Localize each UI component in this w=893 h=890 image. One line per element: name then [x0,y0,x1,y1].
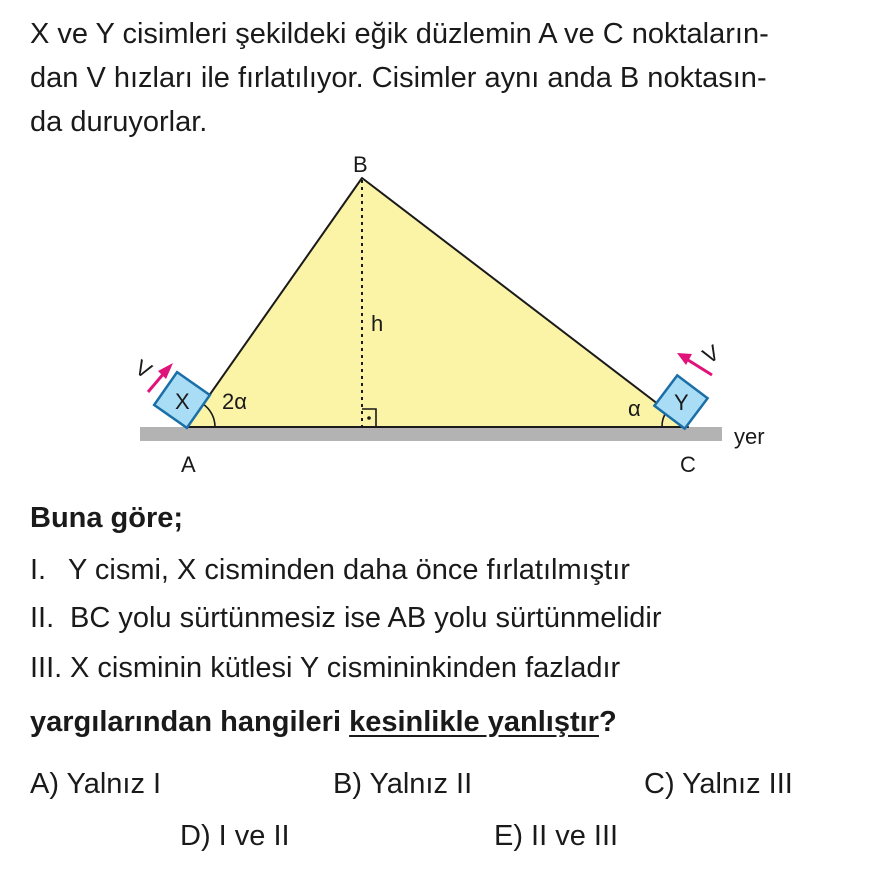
incline-triangle [187,178,688,427]
option-e[interactable]: E) II ve III [494,820,619,852]
intro-line-3: da duruyorlar. [30,106,208,138]
statement-1-text: Y cismi, X cisminden daha önce fırlatılmıştır [68,554,630,586]
label-c: C [680,452,696,477]
question-after: ? [598,706,617,738]
statement-2-text: BC yolu sürtünmesiz ise AB yolu sürtünmelidir [70,602,662,634]
option-a[interactable]: A) Yalnız I [30,768,162,800]
statement-3-number: III. [30,652,63,684]
statement-1 [30,554,630,587]
question-before: yargılarından hangileri [30,706,350,738]
label-velocity-x: V [130,354,157,384]
label-angle-c: α [628,396,641,421]
option-d[interactable]: D) I ve II [180,820,290,852]
label-h: h [371,311,384,336]
label-block-y: Y [674,390,689,415]
question-prompt [30,706,617,739]
ground-surface [140,427,722,441]
label-block-x: X [175,389,190,414]
label-ground: yer [734,424,765,449]
section-heading: Buna göre; [30,502,184,534]
label-a: A [181,452,196,477]
statement-3-text: X cisminin kütlesi Y cismininkinden fazladır [70,652,621,684]
label-b: B [353,152,368,177]
option-c[interactable]: C) Yalnız III [644,768,793,800]
intro-line-1: X ve Y cisimleri şekildeki eğik düzlemin A ve C noktaların- [30,18,769,50]
statement-1-number: I. [30,554,47,586]
question-underlined: kesinlikle yanlıştır [349,706,599,738]
option-b[interactable]: B) Yalnız II [333,768,473,800]
label-velocity-y: V [698,339,724,369]
label-angle-a: 2α [222,389,247,414]
statement-2-number: II. [30,602,55,634]
statement-3 [30,652,620,685]
intro-line-2: dan V hızları ile fırlatılıyor. Cisimler aynı anda B noktasın- [30,62,767,94]
right-angle-dot [367,416,371,420]
statement-2 [30,602,662,635]
